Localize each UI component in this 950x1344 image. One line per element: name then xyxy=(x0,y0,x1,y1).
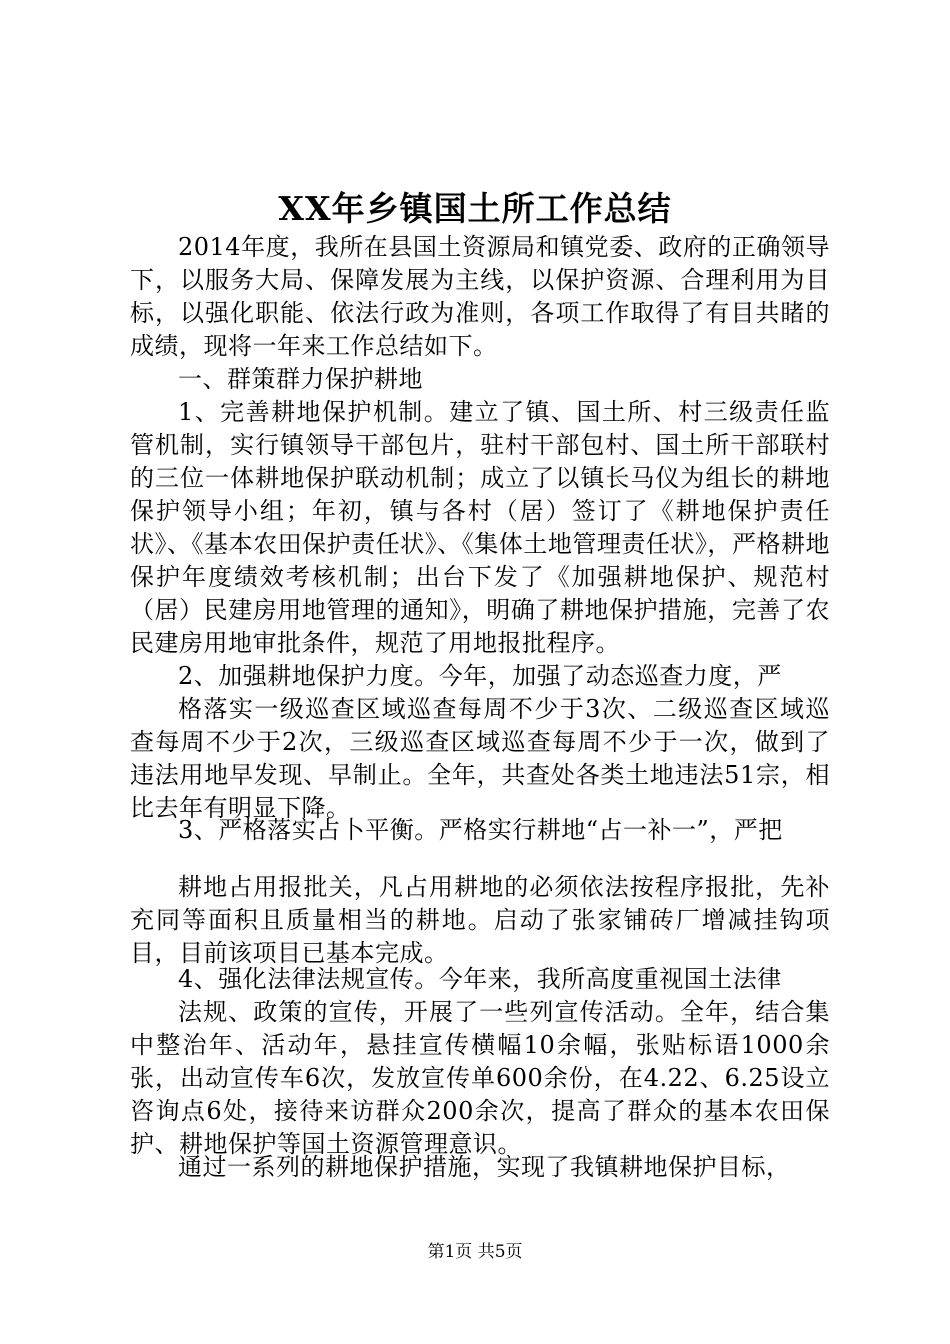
page-footer: 第1页 共5页 xyxy=(427,1242,523,1262)
paragraph-item-4-continued: 法规、政策的宣传，开展了一些列宣传活动。全年，结合集中整治年、活动年，悬挂宣传横幅10余幅，张贴标语1000余张，出动宣传车6次，发放宣传单600余份，在4.22、6.25设立咨询点6处，接待来访群众200余次，提高了群众的基本农田保护、耕地保护等国土资源管理意识。 xyxy=(130,998,830,1158)
paragraph-item-3-start: 3、严格落实占卜平衡。严格实行耕地“占一补一”，严把 xyxy=(178,816,783,844)
paragraph-item-2-continued: 格落实一级巡查区域巡查每周不少于3次、二级巡查区域巡查每周不少于2次，三级巡查区域巡查每周不少于一次，做到了违法用地早发现、早制止。全年，共查处各类土地违法51宗，相比去年有明显下降。 xyxy=(130,695,830,822)
paragraph-item-3-continued: 耕地占用报批关，凡占用耕地的必须依法按程序报批，先补充同等面积且质量相当的耕地。启动了张家铺砖厂增减挂钩项目，目前该项目已基本完成。 xyxy=(130,873,830,967)
intro-paragraph: 2014年度，我所在县国土资源局和镇党委、政府的正确领导下，以服务大局、保障发展为主线，以保护资源、合理利用为目标，以强化职能、依法行政为准则，各项工作取得了有目共睹的成绩，现将一年来工作总结如下。 xyxy=(130,233,830,360)
paragraph-item-1: 1、完善耕地保护机制。建立了镇、国土所、村三级责任监管机制，实行镇领导干部包片，驻村干部包村、国土所干部联村的三位一体耕地保护联动机制；成立了以镇长马仪为组长的耕地保护领导小组；年初，镇与各村（居）签订了《耕地保护责任状》、《基本农田保护责任状》、《集体土地管理责任状》，严格耕地保护年度绩效考核机制；出台下发了《加强耕地保护、规范村（居）民建房用地管理的通知》，明确了耕地保护措施，完善了农民建房用地审批条件，规范了用地报批程序。 xyxy=(130,398,830,657)
document-title: XX年乡镇国土所工作总结 xyxy=(278,189,672,228)
paragraph-item-4-start: 4、强化法律法规宣传。今年来，我所高度重视国土法律 xyxy=(178,965,782,993)
section-heading: 一、群策群力保护耕地 xyxy=(178,365,423,393)
closing-paragraph-start: 通过一系列的耕地保护措施，实现了我镇耕地保护目标， xyxy=(178,1153,791,1181)
paragraph-item-2-start: 2、加强耕地保护力度。今年，加强了动态巡查力度，严 xyxy=(178,662,782,690)
